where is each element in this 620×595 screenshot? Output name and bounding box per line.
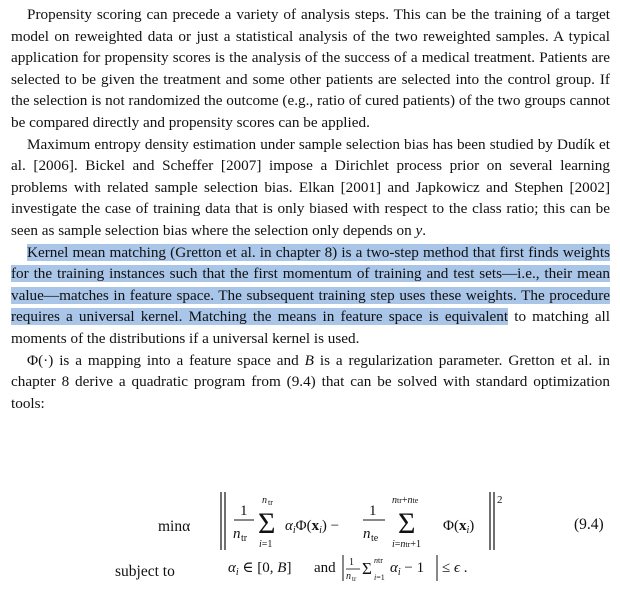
phi-symbol: Φ(·) [27,351,54,369]
svg-text:te: te [371,533,379,544]
svg-text:ntr+nte: ntr+nte [392,495,419,506]
svg-text:i=ntr+1: i=ntr+1 [392,539,421,550]
svg-text:2: 2 [497,494,503,506]
svg-text:i=1: i=1 [374,573,385,582]
min-alpha-label: minα [158,518,191,535]
svg-text:n: n [262,495,267,506]
svg-text:Φ(xi): $\Phi(x_i)$ [443,518,475,536]
svg-text:tr: tr [352,575,357,583]
svg-text:n: n [233,526,241,542]
svg-text:tr: tr [241,533,248,544]
svg-text:1: 1 [369,503,377,519]
subject-to-label: subject to [115,563,175,580]
svg-text:αiΦ(xi) −: $\alpha_i\Phi(x_i)$ − [285,518,340,536]
svg-text:≤ ϵ .: ≤ ϵ . [442,560,468,576]
paragraph-propensity-text: Propensity scoring can precede a variety of analysis steps. This can be the training of a target model on reweighted data or just a statistical analysis of the two reweighted samples. A typical application for propensity scores is the analysis of the success of a medical treatment. Patients are selected to be given the treatment and some other patients are selected into the control group. If the selection is not randomized the outcome (e.g., ratio of cured patients) of the two groups cannot be compared directly and propensity scores can be applied. [11,6,610,131]
paragraph-maxent-end: . [422,221,427,239]
svg-text:n: n [346,571,351,582]
svg-text:tr: tr [268,498,273,507]
svg-text:αi − 1: $\alpha_i - 1$ [390,560,425,578]
variable-y: y [415,221,423,239]
paragraph-mapping [11,350,610,415]
variable-b: B [304,351,314,369]
svg-text:i=1: i=1 [259,539,273,550]
svg-text:1: 1 [240,503,248,519]
highlighted-text-selection[interactable]: Kernel mean matching (Gretton et al. in chapter 8) is a two-step method that first finds weights for the training instances such that the first momentum of training and test sets—i.e., their mean value—matches in feature space. The subsequent training step uses these weights. The procedure requires a universal kernel. Matching the means in feature space is equivalent [11,243,610,326]
equation-9-4 [0,486,620,595]
paragraph-maxent-text: Maximum entropy density estimation under sample selection bias has been studied by Dudík et al. [2006]. Bickel and Scheffer [2007] impose a Dirichlet process prior on several learning problems with related sample selection bias. Elkan [2001] and Japkowicz and Stephen [2002] investigate the case of training data that is only biased with respect to the class ratio; this can be seen as sample selection bias where the selection only depends on [11,135,610,239]
svg-text:n: n [363,526,371,542]
paragraph-kmm-rest: to matching all moments of the distributions if a universal kernel is used. [11,308,610,347]
svg-text:1: 1 [349,557,354,568]
objective-formula [0,486,620,595]
svg-text:Σ: Σ [362,559,372,578]
svg-text:Σ: Σ [258,507,276,540]
svg-text:Σ: Σ [398,507,416,540]
paragraph-propensity [11,4,610,134]
svg-text:αi ∈ [0, B]: $\alpha_i$ ∈ [0, B] [228,560,292,578]
paragraph-mapping-text-1: is a mapping into a feature space and [53,351,305,369]
svg-text:ntr: ntr [374,556,383,565]
equation-number: (9.4) [574,516,604,533]
paragraph-maxent [11,134,610,242]
paragraph-mapping-text-2: is a regularization parameter. Gretton et al. in chapter 8 derive a quadratic program from (9.4) that can be solved with standard optimization tools: [11,351,610,412]
paragraph-kmm [11,242,610,350]
svg-text:and: and [314,560,336,576]
